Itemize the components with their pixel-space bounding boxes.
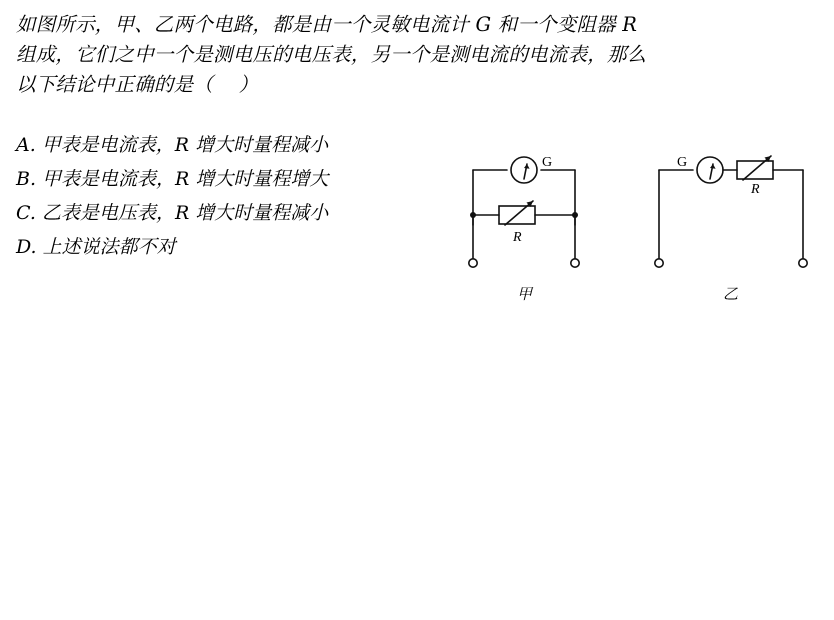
option-c[interactable]: C. 乙表是电压表，R 增大时量程减小	[16, 202, 329, 224]
circuit-figures	[455, 135, 825, 305]
jia-terminal-right	[571, 259, 579, 267]
question-stem-line-3: 以下结论中正确的是（ ）	[16, 73, 259, 96]
option-d[interactable]: D. 上述说法都不对	[16, 236, 176, 258]
jia-terminal-left	[469, 259, 477, 267]
circuit-diagrams-svg	[455, 135, 825, 305]
yi-terminal-right	[799, 259, 807, 267]
question-stem	[16, 10, 822, 100]
yi-resistor-label: R	[751, 182, 760, 197]
yi-terminal-left	[655, 259, 663, 267]
yi-needle-arrow	[710, 164, 716, 169]
question-stem-line-2: 组成，它们之中一个是测电压的电压表，另一个是测电流的电流表，那么	[16, 43, 647, 66]
option-a[interactable]: A. 甲表是电流表，R 增大时量程减小	[16, 134, 329, 156]
question-stem-line-1: 如图所示，甲、乙两个电路，都是由一个灵敏电流计 G 和一个变阻器 R	[16, 13, 638, 36]
answer-options	[16, 128, 456, 264]
yi-meter-label: G	[677, 155, 688, 170]
option-b[interactable]: B. 甲表是电流表，R 增大时量程增大	[16, 168, 329, 190]
circuit-yi	[655, 156, 807, 267]
jia-resistor-label: R	[513, 230, 522, 245]
jia-meter-label: G	[542, 155, 553, 170]
figure-caption-jia: 甲	[517, 285, 533, 303]
jia-needle-arrow	[524, 164, 530, 169]
circuit-jia	[469, 157, 579, 267]
figure-caption-yi: 乙	[723, 285, 739, 303]
